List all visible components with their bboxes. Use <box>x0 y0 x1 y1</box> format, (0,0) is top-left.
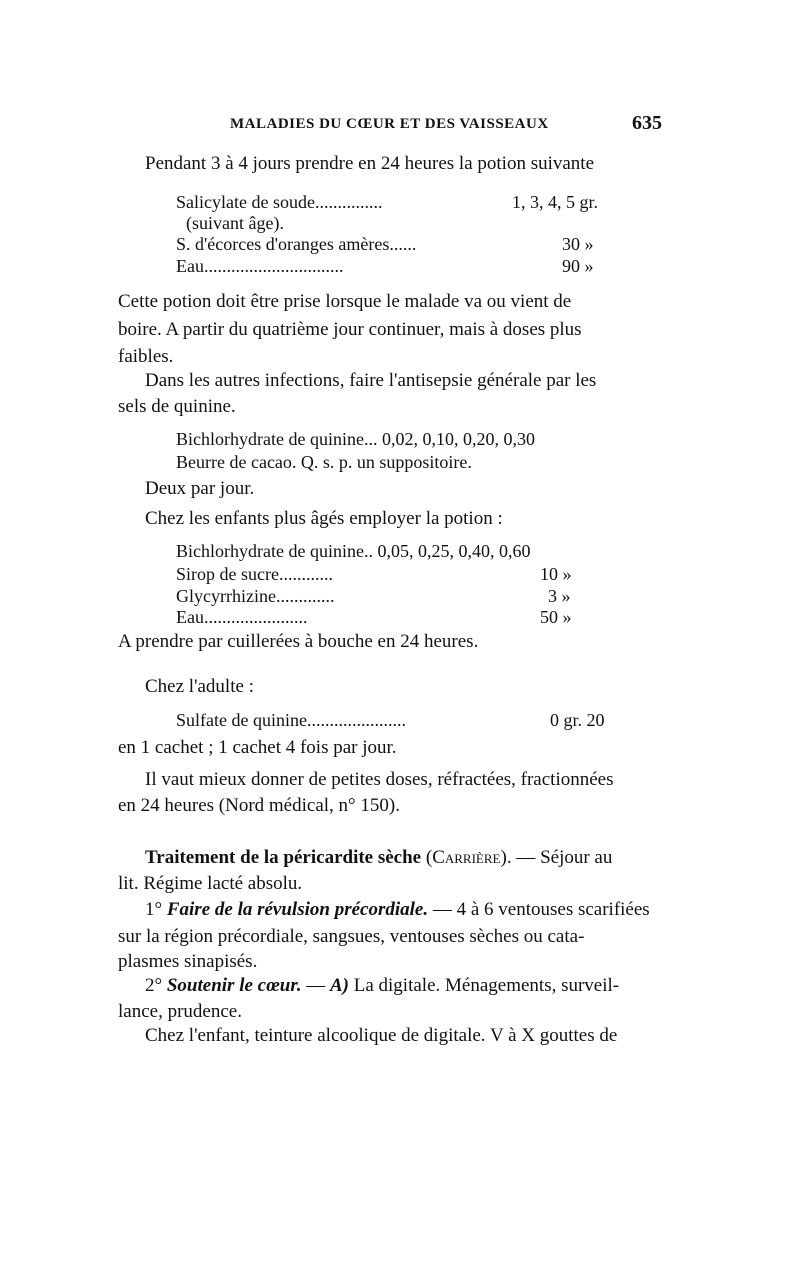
rx4-line: Sulfate de quinine...................... <box>176 710 406 730</box>
item-2-heading: 2° Soutenir le cœur. — A) La digitale. Ménagements, surveil- <box>145 975 620 996</box>
rx2-line: Beurre de cacao. Q. s. p. un suppositoire. <box>176 452 472 472</box>
paragraph-line: sur la région précordiale, sangsues, ventouses sèches ou cata- <box>118 926 585 947</box>
paragraph-line: Deux par jour. <box>145 478 255 499</box>
rx3-line: Bichlorhydrate de quinine.. 0,05, 0,25, 0,40, 0,60 <box>176 541 531 561</box>
paragraph-line: lit. Régime lacté absolu. <box>118 873 303 894</box>
rx3-qty: 10 » <box>540 564 572 584</box>
paragraph-line: Chez l'enfant, teinture alcoolique de digitale. V à X gouttes de <box>145 1025 618 1046</box>
running-header: MALADIES DU CŒUR ET DES VAISSEAUX <box>230 116 549 132</box>
paragraph-intro: Pendant 3 à 4 jours prendre en 24 heures la potion suivante <box>145 153 595 174</box>
rx1-line: (suivant âge). <box>186 213 284 233</box>
section-title: Traitement de la péricardite sèche <box>145 847 422 868</box>
paragraph-line: en 1 cachet ; 1 cachet 4 fois par jour. <box>118 737 397 758</box>
rx1-qty: 90 » <box>562 256 594 276</box>
rx3-qty: 3 » <box>548 586 571 606</box>
section-author: Carrière <box>432 847 501 868</box>
page-number: 635 <box>632 112 662 134</box>
paragraph-line: Cette potion doit être prise lorsque le malade va ou vient de <box>118 291 572 312</box>
rx3-line: Sirop de sucre............ <box>176 564 333 584</box>
rx1-line: Salicylate de soude............... <box>176 192 383 212</box>
rx1-line: Eau............................... <box>176 256 344 276</box>
paragraph-line: plasmes sinapisés. <box>118 951 258 972</box>
paragraph-line: faibles. <box>118 346 174 367</box>
paragraph-line: sels de quinine. <box>118 396 236 417</box>
paragraph-line: en 24 heures (Nord médical, n° 150). <box>118 795 400 816</box>
section-rest: ). — Séjour au <box>500 847 613 868</box>
rx3-line: Glycyrrhizine............. <box>176 586 335 606</box>
rx1-line: S. d'écorces d'oranges amères...... <box>176 234 417 254</box>
section-heading: Traitement de la péricardite sèche (Carrière). — Séjour au <box>145 847 613 868</box>
paragraph-line: Chez l'adulte : <box>145 676 254 697</box>
item-2-title: Soutenir le cœur. <box>166 975 302 996</box>
item-1-title: Faire de la révulsion précordiale. <box>166 899 429 920</box>
rx1-qty: 30 » <box>562 234 594 254</box>
rx3-qty: 50 » <box>540 607 572 627</box>
rx1-qty: 1, 3, 4, 5 gr. <box>512 192 599 212</box>
paragraph-line: boire. A partir du quatrième jour continuer, mais à doses plus <box>118 319 582 340</box>
paragraph-line: Chez les enfants plus âgés employer la potion : <box>145 508 503 529</box>
paragraph-line: Il vaut mieux donner de petites doses, réfractées, fractionnées <box>145 769 614 790</box>
paragraph-line: A prendre par cuillerées à bouche en 24 heures. <box>118 631 479 652</box>
item-1-heading: 1° Faire de la révulsion précordiale. — 4 à 6 ventouses scarifiées <box>145 899 650 920</box>
rx3-line: Eau....................... <box>176 607 308 627</box>
paragraph-line: Dans les autres infections, faire l'antisepsie générale par les <box>145 370 597 391</box>
rx4-qty: 0 gr. 20 <box>550 710 605 730</box>
rx2-line: Bichlorhydrate de quinine... 0,02, 0,10, 0,20, 0,30 <box>176 429 535 449</box>
paragraph-line: lance, prudence. <box>118 1001 242 1022</box>
